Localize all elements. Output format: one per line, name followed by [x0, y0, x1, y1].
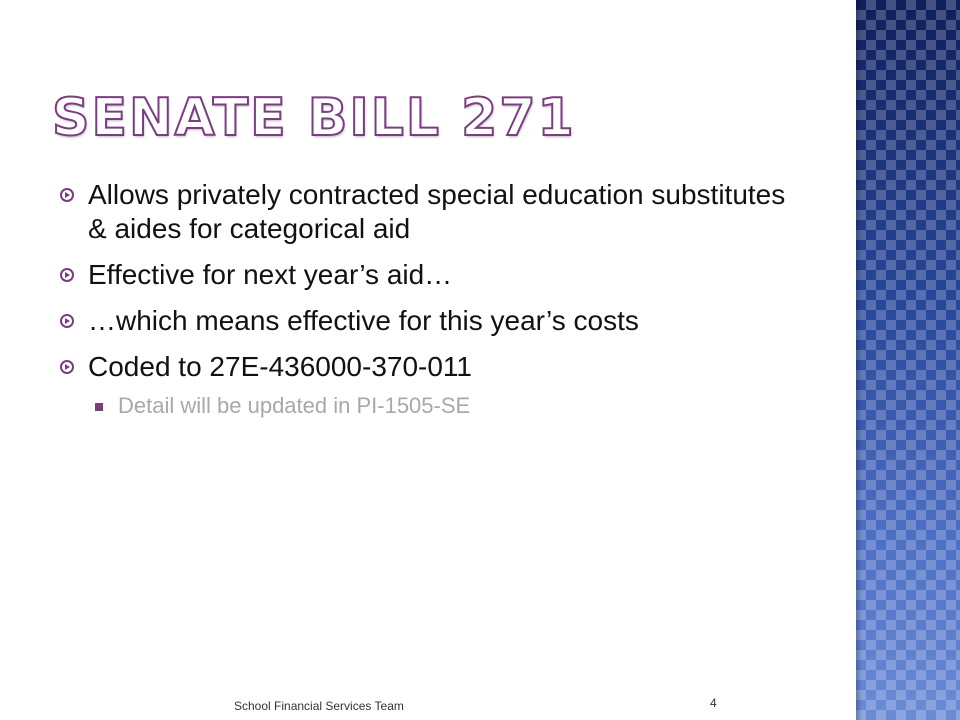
circled-arrow-icon	[60, 268, 74, 282]
circled-arrow-icon	[60, 188, 74, 202]
sub-bullet-text: Detail will be updated in PI-1505-SE	[118, 393, 471, 418]
bullet-text: Coded to 27E-436000-370-011	[88, 351, 473, 382]
bullet-item	[60, 178, 800, 246]
decorative-side-panel	[856, 0, 960, 720]
bullet-item	[60, 350, 800, 384]
bullet-text: Effective for next year’s aid…	[88, 259, 453, 290]
bullet-text: Allows privately contracted special education substitutes & aides for categorical aid	[88, 179, 786, 244]
page-number: 4	[710, 696, 717, 710]
slide-content	[60, 178, 800, 420]
circled-arrow-icon	[60, 314, 74, 328]
bullet-list	[60, 178, 800, 420]
slide-title: SENATE BILL 271	[52, 88, 576, 148]
bullet-item	[60, 258, 800, 292]
bullet-text: …which means effective for this year’s costs	[88, 305, 639, 336]
bullet-item	[60, 304, 800, 338]
square-bullet-icon	[95, 403, 103, 411]
circled-arrow-icon	[60, 360, 74, 374]
sub-bullet-item	[60, 392, 800, 420]
footer-text: School Financial Services Team	[234, 699, 404, 713]
